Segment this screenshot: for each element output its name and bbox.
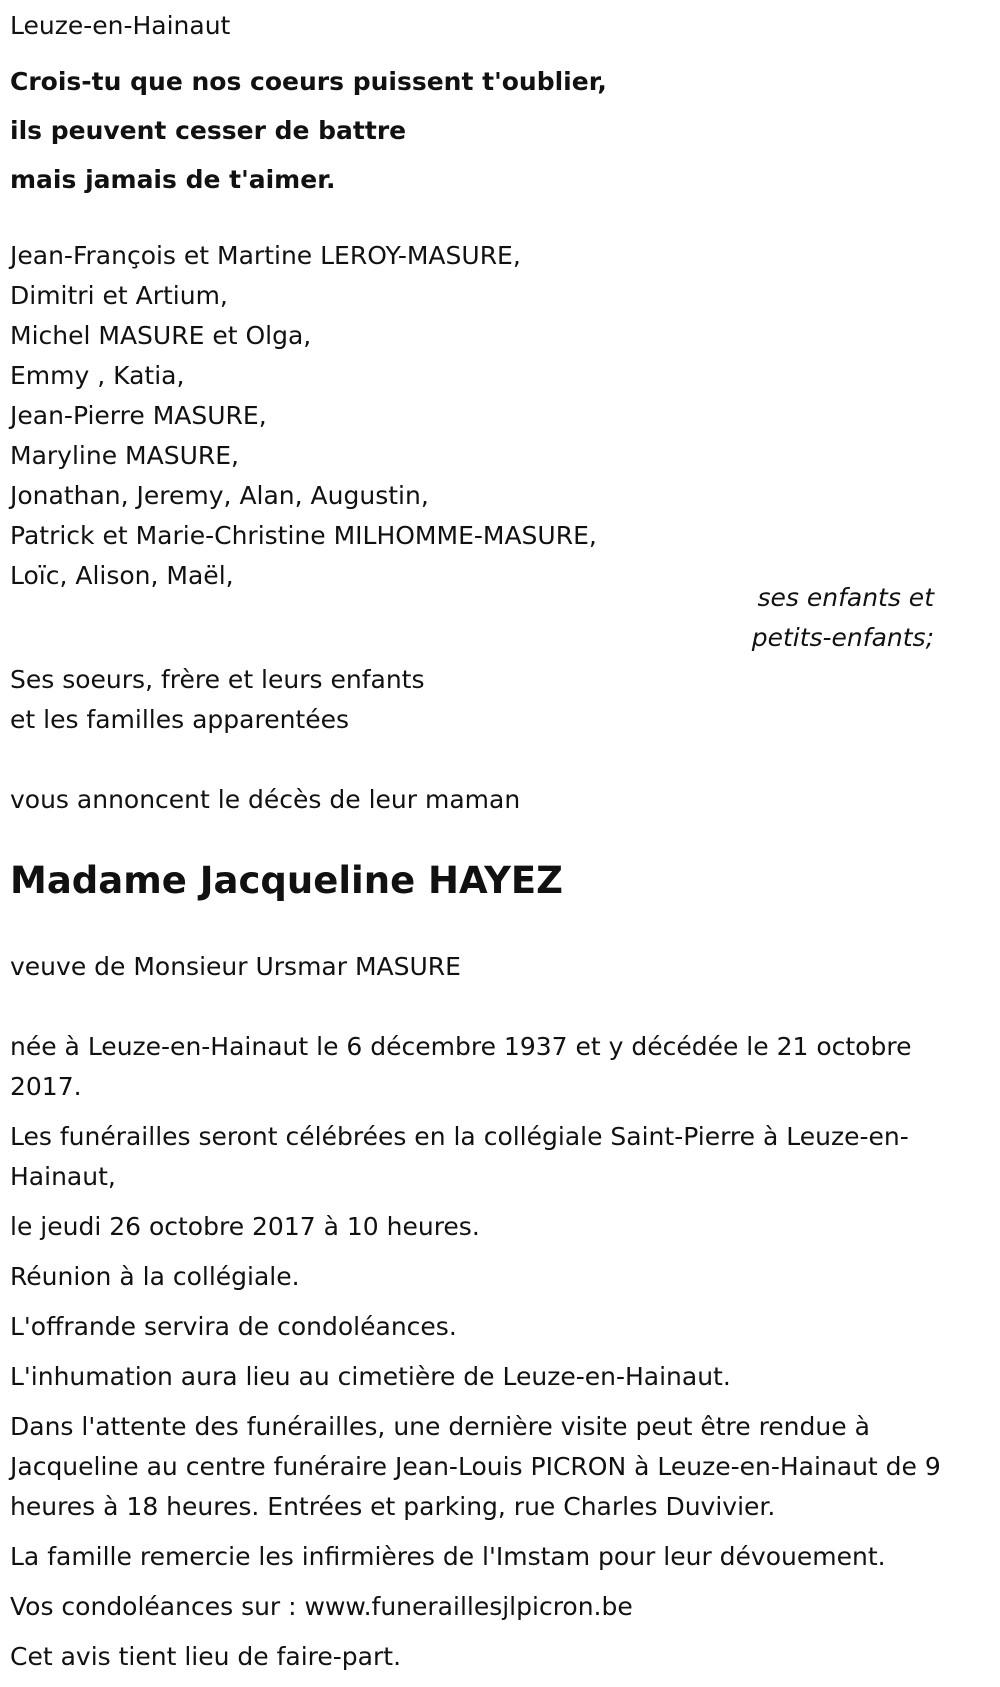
poem-line: mais jamais de t'aimer. <box>10 165 336 194</box>
family-member: Patrick et Marie-Christine MILHOMME-MASURE, <box>10 521 597 550</box>
poem <box>10 57 607 204</box>
detail-paragraph: L'offrande servira de condoléances. <box>10 1312 457 1341</box>
poem-line: ils peuvent cesser de battre <box>10 116 407 145</box>
condolences-link: Vos condoléances sur : www.funeraillesjlpicron.be <box>10 1592 633 1621</box>
relatives-line: Ses soeurs, frère et leurs enfants <box>10 665 425 694</box>
family-relation-note <box>752 578 934 658</box>
family-member: Michel MASURE et Olga, <box>10 321 312 350</box>
detail-paragraph: née à Leuze-en-Hainaut le 6 décembre 1937 et y décédée le 21 octobre 2017. <box>10 1032 912 1101</box>
location-heading: Leuze-en-Hainaut <box>10 11 231 40</box>
family-member: Jonathan, Jeremy, Alan, Augustin, <box>10 481 429 510</box>
family-note-line: petits-enfants; <box>751 623 934 652</box>
detail-paragraph: Cet avis tient lieu de faire-part. <box>10 1642 402 1671</box>
family-member: Jean-François et Martine LEROY-MASURE, <box>10 241 521 270</box>
family-note-line: ses enfants et <box>757 583 934 612</box>
deceased-name: Madame Jacqueline HAYEZ <box>10 859 563 902</box>
family-member: Emmy , Katia, <box>10 361 185 390</box>
announcement: vous annoncent le décès de leur maman <box>10 785 521 814</box>
family-member: Loïc, Alison, Maël, <box>10 561 234 590</box>
detail-paragraph: Réunion à la collégiale. <box>10 1262 300 1291</box>
family-member: Jean-Pierre MASURE, <box>10 401 267 430</box>
detail-paragraph: Les funérailles seront célébrées en la collégiale Saint-Pierre à Leuze-en-Hainaut, <box>10 1122 909 1191</box>
detail-paragraph: Dans l'attente des funérailles, une dernière visite peut être rendue à Jacqueline au centre funéraire Jean-Louis PICRON à Leuze-en-Hainaut de 9 heures à 18 heures. Entrées et parking, rue Charles Duvivier. <box>10 1412 941 1521</box>
detail-paragraph: L'inhumation aura lieu au cimetière de Leuze-en-Hainaut. <box>10 1362 731 1391</box>
funeral-details <box>10 1027 960 1687</box>
relatives-line: et les familles apparentées <box>10 705 350 734</box>
detail-paragraph: le jeudi 26 octobre 2017 à 10 heures. <box>10 1212 480 1241</box>
detail-paragraph: La famille remercie les infirmières de l'Imstam pour leur dévouement. <box>10 1542 886 1571</box>
family-member: Dimitri et Artium, <box>10 281 228 310</box>
family-list <box>10 236 597 596</box>
widow-of: veuve de Monsieur Ursmar MASURE <box>10 952 461 981</box>
poem-line: Crois-tu que nos coeurs puissent t'oublier, <box>10 67 607 96</box>
relatives <box>10 660 425 740</box>
family-member: Maryline MASURE, <box>10 441 239 470</box>
